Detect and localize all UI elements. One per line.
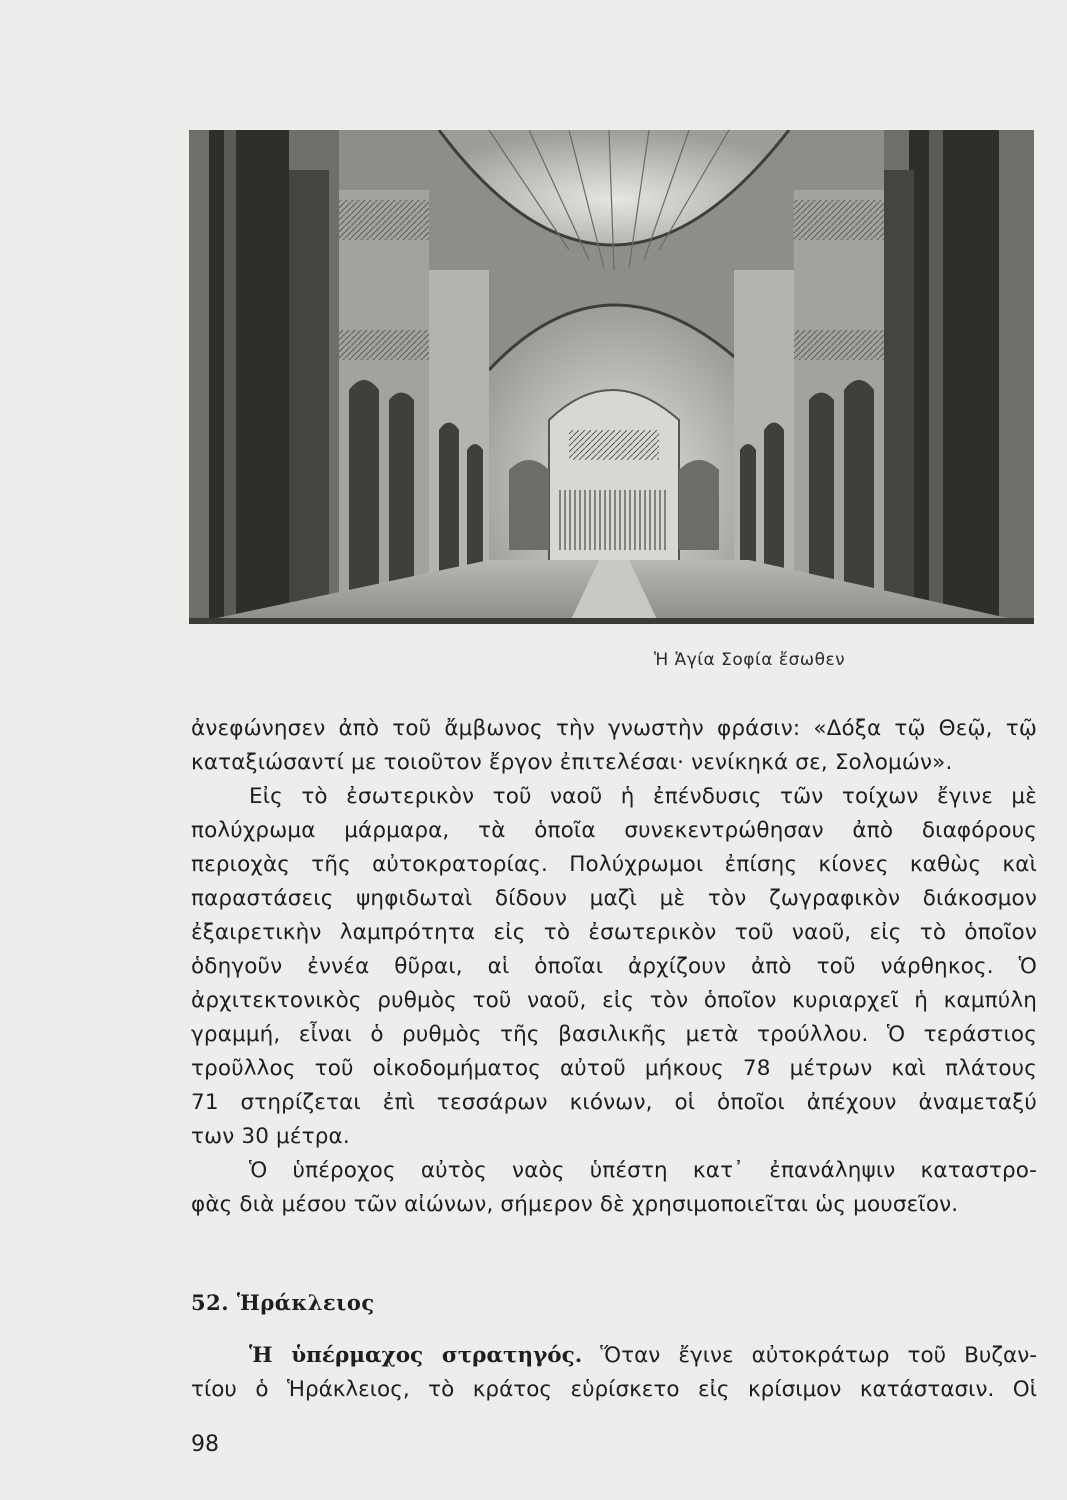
page-number: 98 [191, 1432, 219, 1457]
paragraph-lead: Ἡ ὑπέρμαχος στρατηγός. [249, 1343, 583, 1368]
text-line: ἀνεφώνησεν ἀπὸ τοῦ ἄμβωνος τὴν γνωστὴν φράσιν: «Δόξα τῷ Θεῷ, τῷ [191, 716, 1037, 741]
section-heading: 52. Ἡράκλειος [191, 1290, 375, 1315]
text-line: φὰς διὰ μέσου τῶν αἰώνων, σήμερον δὲ χρησιμοποιεῖται ὡς μουσεῖον. [191, 1192, 959, 1217]
text-line: των 30 μέτρα. [191, 1124, 350, 1149]
main-text [191, 712, 1037, 1222]
text-line: παραστάσεις ψηφιδωταὶ δίδουν μαζὶ μὲ τὸν ζωγραφικὸν διάκοσμον [191, 886, 1037, 911]
text-line: τροῦλλος τοῦ οἰκοδομήματος αὐτοῦ μήκους 78 μέτρων καὶ πλάτους [191, 1056, 1037, 1081]
figure-caption: Ἡ Ἁγία Σοφία ἔσωθεν [654, 650, 846, 670]
text-line: τίου ὁ Ἡράκλειος, τὸ κράτος εὑρίσκετο εἰς κρίσιμον κατάστασιν. Οἱ [191, 1377, 1037, 1402]
text-line: 71 στηρίζεται ἐπὶ τεσσάρων κιόνων, οἱ ὁποῖοι ἀπέχουν ἀναμεταξύ [191, 1090, 1037, 1115]
text-line: γραμμή, εἶναι ὁ ρυθμὸς τῆς βασιλικῆς μετὰ τρούλλου. Ὁ τεράστιος [191, 1022, 1037, 1047]
text-line: περιοχὰς τῆς αὐτοκρατορίας. Πολύχρωμοι ἐπίσης κίονες καθὼς καὶ [191, 852, 1037, 877]
hagia-sophia-interior-illustration [189, 130, 1034, 624]
text-line: πολύχρωμα μάρμαρα, τὰ ὁποῖα συνεκεντρώθησαν ἀπὸ διαφόρους [191, 818, 1037, 843]
section-text [191, 1338, 1037, 1406]
text-line: ἀρχιτεκτονικὸς ρυθμὸς τοῦ ναοῦ, εἰς τὸν ὁποῖον κυριαρχεῖ ἡ καμπύλη [191, 988, 1037, 1013]
illustration-drawing [189, 130, 1034, 624]
text-line: Ὁ ὑπέροχος αὐτὸς ναὸς ὑπέστη κατ᾿ ἐπανάληψιν καταστρο- [249, 1158, 1037, 1183]
text-line: ὁδηγοῦν ἐννέα θῦραι, αἱ ὁποῖαι ἀρχίζουν ἀπὸ τοῦ νάρθηκος. Ὁ [191, 954, 1037, 979]
text-line: Εἰς τὸ ἐσωτερικὸν τοῦ ναοῦ ἡ ἐπένδυσις τῶν τοίχων ἔγινε μὲ [249, 784, 1037, 809]
text-line: καταξιώσαντί με τοιοῦτον ἔργον ἐπιτελέσαι· νενίκηκά σε, Σολομών». [191, 750, 953, 775]
text-line [191, 1338, 1037, 1372]
text-line-rest: Ὅταν ἔγινε αὐτοκράτωρ τοῦ Βυζαν- [600, 1343, 1037, 1368]
text-line: ἐξαιρετικὴν λαμπρότητα εἰς τὸ ἐσωτερικὸν τοῦ ναοῦ, εἰς τὸ ὁποῖον [191, 920, 1037, 945]
